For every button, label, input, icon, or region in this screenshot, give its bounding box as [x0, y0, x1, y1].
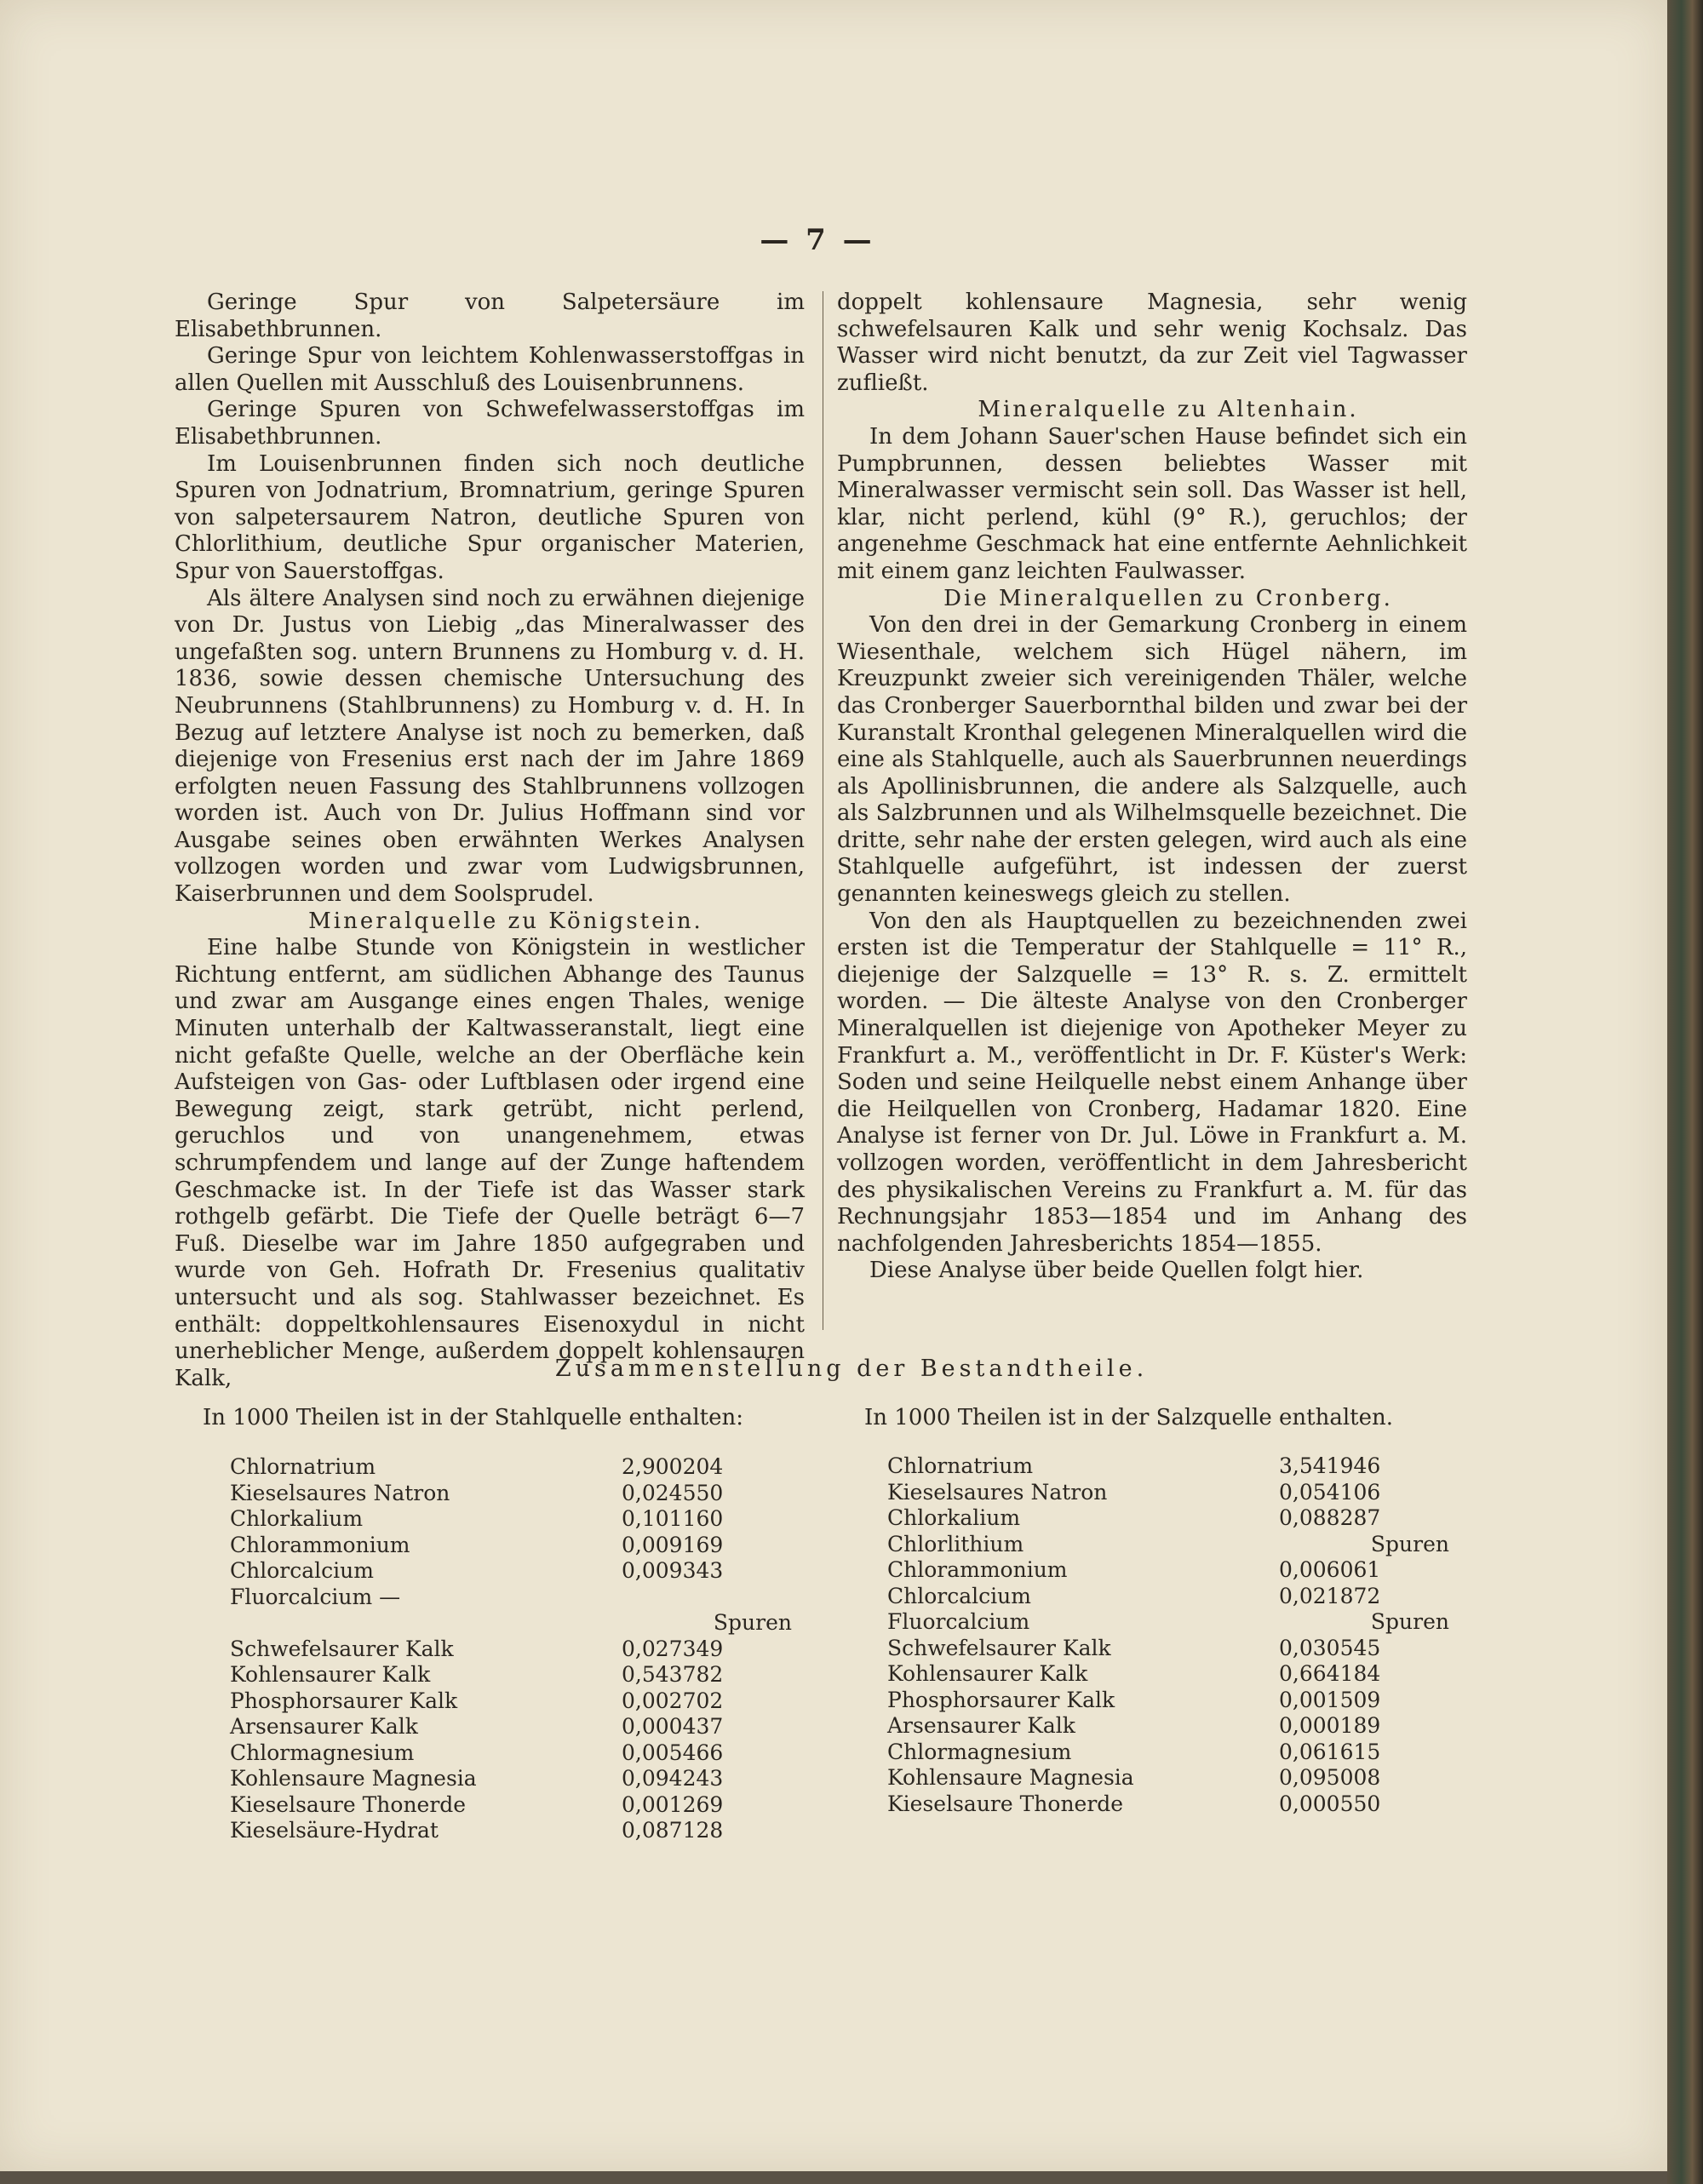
table-row — [887, 1661, 1449, 1688]
substance-value: 0,001509 — [1279, 1687, 1381, 1712]
substance-name: Phosphorsaurer Kalk — [230, 1688, 458, 1713]
substance-value: Spuren — [713, 1610, 792, 1635]
substance-name: Chlorkalium — [887, 1505, 1021, 1530]
substance-value: 3,541946 — [1279, 1453, 1381, 1478]
left-column — [175, 289, 805, 1392]
table-row — [230, 1481, 792, 1507]
table-row — [887, 1480, 1449, 1506]
substance-name: Kohlensaurer Kalk — [230, 1662, 431, 1687]
substance-name: Kohlensaurer Kalk — [887, 1661, 1088, 1686]
table-row — [230, 1766, 792, 1792]
table-row — [230, 1585, 792, 1611]
table-row — [887, 1557, 1449, 1584]
paragraph: Als ältere Analysen sind noch zu erwähnen diejenige von Dr. Justus von Liebig „das Mineralwasser des ungefaßten sog. untern Brunnens zu Homburg v. d. H. 1836, sowie dessen chemische Untersuchung des Neubrunnens (Stahlbrunnens) zu Homburg v. d. H. In Bezug auf letztere Analyse ist noch zu bemerken, daß diejenige von Fresenius erst nach der im Jahre 1869 erfolgten neuen Fassung des Stahlbrunnens vollzogen worden ist. Auch von Dr. Julius Hoffmann sind vor Ausgabe seines oben erwähnten Werkes Analysen vollzogen worden und zwar vom Ludwigsbrunnen, Kaiserbrunnen und dem Soolsprudel. — [175, 585, 805, 908]
substance-value: 0,005466 — [622, 1740, 724, 1765]
substance-name: Chlornatrium — [230, 1454, 376, 1479]
substance-name: Chlormagnesium — [887, 1739, 1072, 1764]
substance-name: Chlorammonium — [230, 1532, 410, 1557]
substance-value: 2,900204 — [622, 1454, 724, 1479]
table-row — [230, 1688, 792, 1715]
section-heading: Mineralquelle zu Königstein. — [308, 908, 703, 934]
substance-value: Spuren — [1370, 1531, 1449, 1556]
substance-value: 0,095008 — [1279, 1765, 1381, 1790]
table-row — [887, 1505, 1449, 1532]
stahlquelle-table — [230, 1454, 792, 1844]
paragraph: In dem Johann Sauer'schen Hause befindet sich ein Pumpbrunnen, dessen beliebtes Wasser mit Mineralwasser vermischt sein soll. Das Wasser ist hell, klar, nicht perlend, kühl (9° R.), geruchlos; der angenehme Geschmack hat eine entfernte Aehnlichkeit mit einem ganz leichten Faulwasser. — [837, 423, 1467, 584]
substance-name: Kieselsaure Thonerde — [887, 1791, 1124, 1816]
substance-value: 0,000437 — [622, 1714, 724, 1739]
substance-name: Chlorcalcium — [230, 1558, 374, 1583]
paragraph: doppelt kohlensaure Magnesia, sehr wenig schwefelsauren Kalk und sehr wenig Kochsalz. Das Wasser wird nicht benutzt, da zur Zeit viel Tagwasser zufließt. — [837, 289, 1467, 396]
substance-value: 0,087128 — [622, 1818, 724, 1843]
substance-name: Chlornatrium — [887, 1453, 1034, 1478]
substance-name: Fluorcalcium — — [230, 1584, 401, 1609]
substance-value: 0,009169 — [622, 1532, 724, 1557]
substance-name: Chlorkalium — [230, 1506, 364, 1531]
paragraph: Von den als Hauptquellen zu bezeichnenden zwei ersten ist die Temperatur der Stahlquelle = 11° R., diejenige der Salzquelle = 13° R. s. Z. ermittelt worden. — Die älteste Analyse von den Cronberger Mineralquellen ist diejenige von Apotheker Meyer zu Frankfurt a. M., veröffentlicht in Dr. F. Küster's Werk: Soden und seine Heilquelle nebst einem Anhange über die Heilquellen von Cronberg, Hadamar 1820. Eine Analyse ist ferner von Dr. Jul. Löwe in Frankfurt a. M. vollzogen worden, veröffentlicht in dem Jahresbericht des physikalischen Vereins zu Frankfurt a. M. für das Rechnungsjahr 1853—1854 und im Anhang des nachfolgenden Jahresberichts 1854—1855. — [837, 908, 1467, 1257]
table-row — [887, 1740, 1449, 1766]
table-row — [887, 1791, 1449, 1818]
table-row — [887, 1532, 1449, 1558]
substance-name: Kohlensaure Magnesia — [230, 1766, 477, 1791]
substance-value: Spuren — [1370, 1609, 1449, 1634]
table-row — [230, 1533, 792, 1559]
substance-name: Kieselsaures Natron — [887, 1479, 1108, 1505]
substance-value: 0,088287 — [1279, 1505, 1381, 1530]
substance-name: Chlorammonium — [887, 1557, 1068, 1582]
substance-name: Kohlensaure Magnesia — [887, 1765, 1134, 1790]
table-row — [230, 1454, 792, 1481]
table-row — [230, 1610, 792, 1637]
paragraph: Von den drei in der Gemarkung Cronberg in einem Wiesenthale, welchem sich Hügel nähern, im Kreuzpunkt zweier sich vereinigenden Thäler, welche das Cronberger Sauerbornthal bilden und zwar bei der Kuranstalt Kronthal gelegenen Mineralquellen wird die eine als Stahlquelle, auch als Sauerbrunnen neuerdings als Apollinisbrunnen, die andere als Salzquelle, auch als Salzbrunnen und als Wilhelmsquelle bezeichnet. Die dritte, sehr nahe der ersten gelegen, wird auch als eine Stahlquelle aufgeführt, ist indessen der zuerst genannten keineswegs gleich zu stellen. — [837, 612, 1467, 908]
book-edge — [1667, 0, 1703, 2184]
page-number: — 7 — — [760, 223, 875, 257]
substance-value: 0,543782 — [622, 1662, 724, 1687]
substance-name: Fluorcalcium — [887, 1609, 1030, 1634]
paragraph: Im Louisenbrunnen finden sich noch deutliche Spuren von Jodnatrium, Bromnatrium, geringe Spuren von salpetersaurem Natron, deutliche Spuren von Chlorlithium, deutliche Spur organischer Materien, Spur von Sauerstoffgas. — [175, 450, 805, 584]
substance-value: 0,030545 — [1279, 1635, 1381, 1660]
table-row — [230, 1637, 792, 1663]
substance-name: Chlormagnesium — [230, 1740, 415, 1765]
table-row — [887, 1713, 1449, 1740]
table-row — [887, 1609, 1449, 1636]
substance-name: Schwefelsaurer Kalk — [230, 1636, 454, 1661]
table-row — [230, 1662, 792, 1688]
right-column — [837, 289, 1467, 1285]
summary-title: Zusammenstellung der Bestandtheile. — [554, 1356, 1149, 1382]
substance-value: 0,664184 — [1279, 1661, 1381, 1686]
table-row — [230, 1792, 792, 1819]
substance-value — [622, 1585, 792, 1611]
substance-name: Chlorlithium — [887, 1531, 1024, 1556]
substance-name: Kieselsäure-Hydrat — [230, 1818, 439, 1843]
salzquelle-heading: In 1000 Theilen ist in der Salzquelle enthalten. — [864, 1405, 1394, 1430]
substance-name: Arsensaurer Kalk — [230, 1714, 418, 1739]
substance-value: 0,021872 — [1279, 1583, 1381, 1608]
table-row — [887, 1453, 1449, 1480]
substance-name: Chlorcalcium — [887, 1583, 1031, 1608]
table-row — [230, 1714, 792, 1740]
table-row — [887, 1765, 1449, 1791]
substance-name: Schwefelsaurer Kalk — [887, 1635, 1111, 1660]
substance-name: Kieselsaures Natron — [230, 1480, 450, 1505]
substance-value: 0,000550 — [1279, 1791, 1381, 1816]
substance-value: 0,061615 — [1279, 1739, 1381, 1764]
table-row — [230, 1506, 792, 1533]
substance-value: 0,000189 — [1279, 1713, 1381, 1738]
substance-value: 0,009343 — [622, 1558, 724, 1583]
substance-value: 0,094243 — [622, 1766, 724, 1791]
substance-name: Phosphorsaurer Kalk — [887, 1687, 1115, 1712]
substance-value: 0,101160 — [622, 1506, 724, 1531]
substance-value: 0,001269 — [622, 1791, 724, 1817]
substance-value: 0,006061 — [1279, 1557, 1381, 1582]
substance-value: 0,027349 — [622, 1636, 724, 1661]
scan-background — [0, 2171, 1667, 2184]
table-row — [887, 1636, 1449, 1662]
paragraph: Geringe Spur von leichtem Kohlenwasserstoffgas in allen Quellen mit Ausschluß des Louisenbrunnens. — [175, 343, 805, 396]
paragraph: Eine halbe Stunde von Königstein in westlicher Richtung entfernt, am südlichen Abhange des Taunus und zwar am Ausgange eines engen Thales, wenige Minuten unterhalb der Kaltwasseranstalt, liegt eine nicht gefaßte Quelle, welche an der Oberfläche kein Aufsteigen von Gas- oder Luftblasen oder irgend eine Bewegung zeigt, stark getrübt, nicht perlend, geruchlos und von unangenehmem, etwas schrumpfendem und lange auf der Zunge haftendem Geschmacke ist. In der Tiefe ist das Wasser stark rothgelb gefärbt. Die Tiefe der Quelle beträgt 6—7 Fuß. Dieselbe war im Jahre 1850 aufgegraben und wurde von Geh. Hofrath Dr. Fresenius qualitativ untersucht und als sog. Stahlwasser bezeichnet. Es enthält: doppeltkohlensaures Eisenoxydul in nicht unerheblicher Menge, außerdem doppelt kohlensauren Kalk, — [175, 935, 805, 1391]
substance-value: 0,002702 — [622, 1688, 724, 1713]
paragraph: Diese Analyse über beide Quellen folgt hier. — [869, 1258, 1364, 1284]
section-heading: Mineralquelle zu Altenhain. — [978, 397, 1359, 423]
substance-value: 0,024550 — [622, 1480, 724, 1505]
table-row — [887, 1584, 1449, 1610]
substance-name: Arsensaurer Kalk — [887, 1713, 1075, 1738]
stahlquelle-heading: In 1000 Theilen ist in der Stahlquelle enthalten: — [203, 1405, 743, 1430]
section-heading: Die Mineralquellen zu Cronberg. — [943, 585, 1393, 611]
substance-value: 0,054106 — [1279, 1479, 1381, 1505]
paragraph: Geringe Spuren von Schwefelwasserstoffgas im Elisabethbrunnen. — [175, 397, 805, 450]
table-row — [887, 1688, 1449, 1714]
salzquelle-table — [887, 1453, 1449, 1817]
substance-name: Kieselsaure Thonerde — [230, 1791, 467, 1817]
substance-name — [230, 1610, 622, 1637]
table-row — [230, 1558, 792, 1585]
paragraph: Geringe Spur von Salpetersäure im Elisabethbrunnen. — [175, 289, 805, 342]
table-row — [230, 1818, 792, 1844]
table-row — [230, 1740, 792, 1767]
